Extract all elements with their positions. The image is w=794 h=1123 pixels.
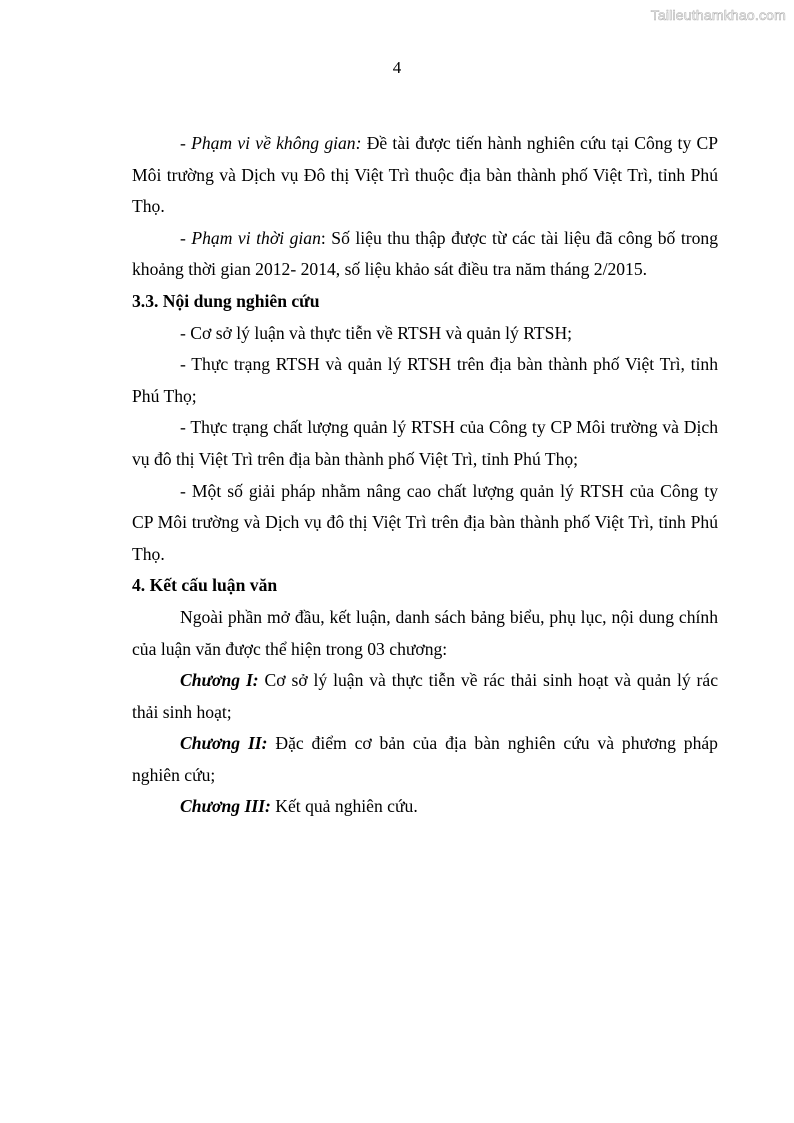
page-number: 4	[392, 58, 402, 77]
research-content-item: - Một số giải pháp nhằm nâng cao chất lượng quản lý RTSH của Công ty CP Môi trường và Dịch vụ đô thị Việt Trì trên địa bàn thành phố Việt Trì, tỉnh Phú Thọ.	[132, 480, 718, 564]
structure-intro-paragraph: Ngoài phần mở đầu, kết luận, danh sách bảng biểu, phụ lục, nội dung chính của luận văn được thể hiện trong 03 chương:	[132, 606, 718, 659]
section-4-heading: 4. Kết cấu luận văn	[132, 575, 278, 596]
scope-time-text: : Số liệu thu thập được từ các tài liệu đã công bố trong khoảng thời gian 2012- 2014, số liệu khảo sát điều tra năm tháng 2/2015.	[132, 227, 719, 280]
chapter-item	[132, 791, 718, 823]
scope-time-paragraph	[132, 223, 718, 286]
scope-space-paragraph	[132, 128, 718, 223]
chapter-text: Cơ sở lý luận và thực tiễn về rác thải sinh hoạt và quản lý rác thải sinh hoạt;	[132, 670, 719, 722]
chapter-text: Đặc điểm cơ bản của địa bàn nghiên cứu và phương pháp nghiên cứu;	[132, 733, 718, 785]
scope-time-label: - Phạm vi thời gian	[180, 227, 321, 248]
research-content-item: - Thực trạng chất lượng quản lý RTSH của Công ty CP Môi trường và Dịch vụ đô thị Việt Trì trên địa bàn thành phố Việt Trì, tỉnh Phú Thọ;	[132, 417, 718, 469]
scope-space-label: - Phạm vi về không gian:	[180, 133, 362, 153]
chapter-text: Kết quả nghiên cứu.	[270, 796, 418, 817]
research-content-item: - Thực trạng RTSH và quản lý RTSH trên địa bàn thành phố Việt Trì, tỉnh Phú Thọ;	[132, 354, 718, 406]
scope-space-text: Đề tài được tiến hành nghiên cứu tại Công ty CP Môi trường và Dịch vụ Đô thị Việt Trì thuộc địa bàn thành phố Việt Trì, tỉnh Phú Thọ.	[132, 133, 718, 217]
watermark-text: Tailieuthamkhao.com	[650, 7, 786, 23]
chapter-item	[132, 665, 718, 728]
document-body	[132, 128, 718, 823]
chapter-label: Chương II:	[180, 733, 268, 754]
chapter-label: Chương I:	[180, 670, 259, 691]
chapter-item	[132, 728, 718, 791]
chapter-label: Chương III:	[180, 796, 271, 817]
section-3-3-heading: 3.3. Nội dung nghiên cứu	[132, 290, 320, 311]
research-content-item: - Cơ sở lý luận và thực tiễn về RTSH và quản lý RTSH;	[180, 322, 573, 343]
